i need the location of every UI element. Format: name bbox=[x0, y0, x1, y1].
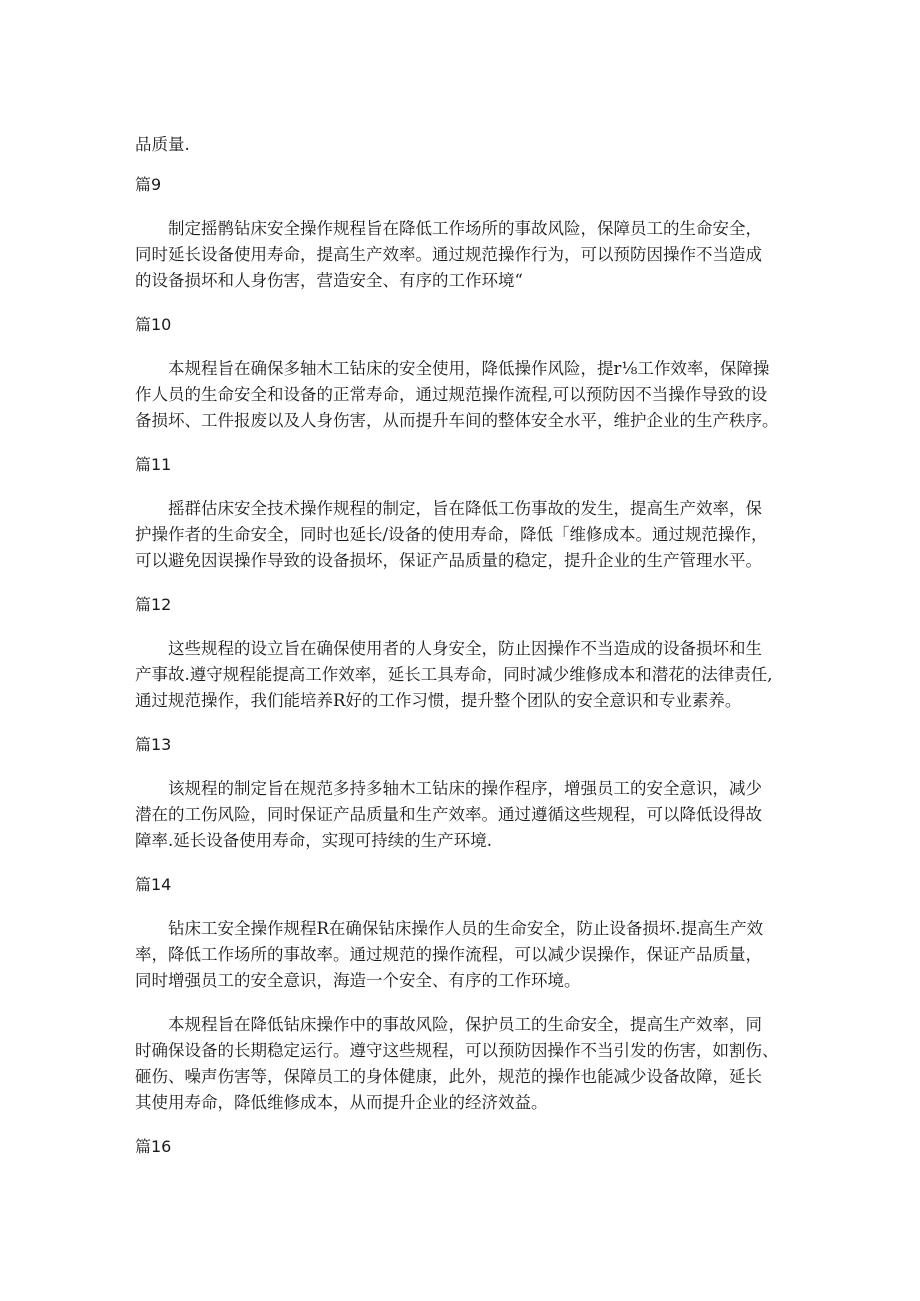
paragraph-line: 钻床工安全操作规程R在确保钻床操作人员的生命安全，防止设备损坏.提高生产效 bbox=[168, 919, 764, 938]
paragraph-line: 这些规程的设立旨在确保使用者的人身安全，防止因操作不当造成的设备损坏和生 bbox=[168, 639, 762, 658]
paragraph-line: 本规程旨在确保多轴木工钻床的安全使用，降低操作风险，提r⅛工作效率，保障操 bbox=[168, 359, 770, 378]
section-heading: 篇16 bbox=[135, 1137, 172, 1156]
paragraph-line: 制定摇鹘钻床安全操作规程旨在降低工作场所的事故风险，保障员工的生命安全， bbox=[168, 219, 762, 238]
section-heading: 篇11 bbox=[135, 455, 172, 474]
paragraph-line: 本规程旨在降低钻床操作中的事故风险，保护员工的生命安全，提高生产效率，同 bbox=[168, 1015, 762, 1034]
paragraph-line: 同时增强员工的安全意识，海造一个安全、有序的工作环境。 bbox=[135, 971, 581, 990]
paragraph-line: 时确保设备的长期稳定运行。遵守这些规程，可以预防因操作不当引发的伤害，如割伤、 bbox=[135, 1041, 779, 1060]
paragraph bbox=[135, 356, 787, 434]
section-heading: 篇9 bbox=[135, 175, 162, 194]
intro-line: 品质量. bbox=[135, 135, 190, 154]
paragraph-line: 其使用寿命，降低维修成本，从而提升企业的经济效益。 bbox=[135, 1093, 548, 1112]
paragraph-line: 该规程的制定旨在规范多持多轴木工钻床的操作程序，增强员工的安全意识，减少 bbox=[168, 779, 762, 798]
paragraph-line: 障率.延长设备使用寿命，实现可持续的生产环境. bbox=[135, 831, 492, 850]
paragraph bbox=[135, 636, 787, 714]
paragraph bbox=[135, 496, 787, 574]
paragraph-line: 率，降低工作场所的事故率。通过规范的操作流程，可以减少误操作，保证产品质量， bbox=[135, 945, 762, 964]
paragraph-line: 通过规范操作，我们能培养R好的工作习惯，提升整个团队的安全意识和专业素养。 bbox=[135, 691, 742, 710]
document-page bbox=[135, 132, 787, 1160]
paragraph-line: 产事故.遵守规程能提高工作效率，延长工具寿命，同时减少维修成本和潜花的法律责任, bbox=[135, 665, 773, 684]
paragraph bbox=[135, 776, 787, 854]
paragraph-line: 可以避免因误操作导致的设备损坏，保证产品质量的稳定，提升企业的生产管理水平。 bbox=[135, 551, 762, 570]
paragraph bbox=[135, 916, 787, 994]
paragraph bbox=[135, 216, 787, 294]
paragraph-line: 同时延长设备使用寿命，提高生产效率。通过规范操作行为，可以预防因操作不当造成 bbox=[135, 245, 762, 264]
paragraph-line: 的设备损坏和人身伤害，营造安全、有序的工作环境“ bbox=[135, 271, 523, 290]
section-heading: 篇14 bbox=[135, 875, 172, 894]
paragraph-line: 潜在的工伤风险，同时保证产品质量和生产效率。通过遵循这些规程，可以降低设得故 bbox=[135, 805, 762, 824]
paragraph-line: 砸伤、噪声伤害等，保障员工的身体健康，此外，规范的操作也能减少设备故障，延长 bbox=[135, 1067, 762, 1086]
section-heading: 篇12 bbox=[135, 595, 172, 614]
paragraph-line: 作人员的生命安全和设备的正常寿命，通过规范操作流程,可以预防因不当操作导致的设 bbox=[135, 385, 768, 404]
section-heading: 篇13 bbox=[135, 735, 172, 754]
paragraph-line: 备损坏、工件报废以及人身伤害，从而提升车间的整体安全水平，维护企业的生产秩序。 bbox=[135, 411, 779, 430]
paragraph bbox=[135, 1012, 787, 1116]
section-heading: 篇10 bbox=[135, 315, 172, 334]
paragraph-line: 护操作者的生命安全，同时也延长/设备的使用寿命，降低「维修成本。通过规范操作， bbox=[135, 525, 768, 544]
paragraph-line: 摇群估床安全技术操作规程的制定，旨在降低工伤事故的发生，提高生产效率，保 bbox=[168, 499, 762, 518]
